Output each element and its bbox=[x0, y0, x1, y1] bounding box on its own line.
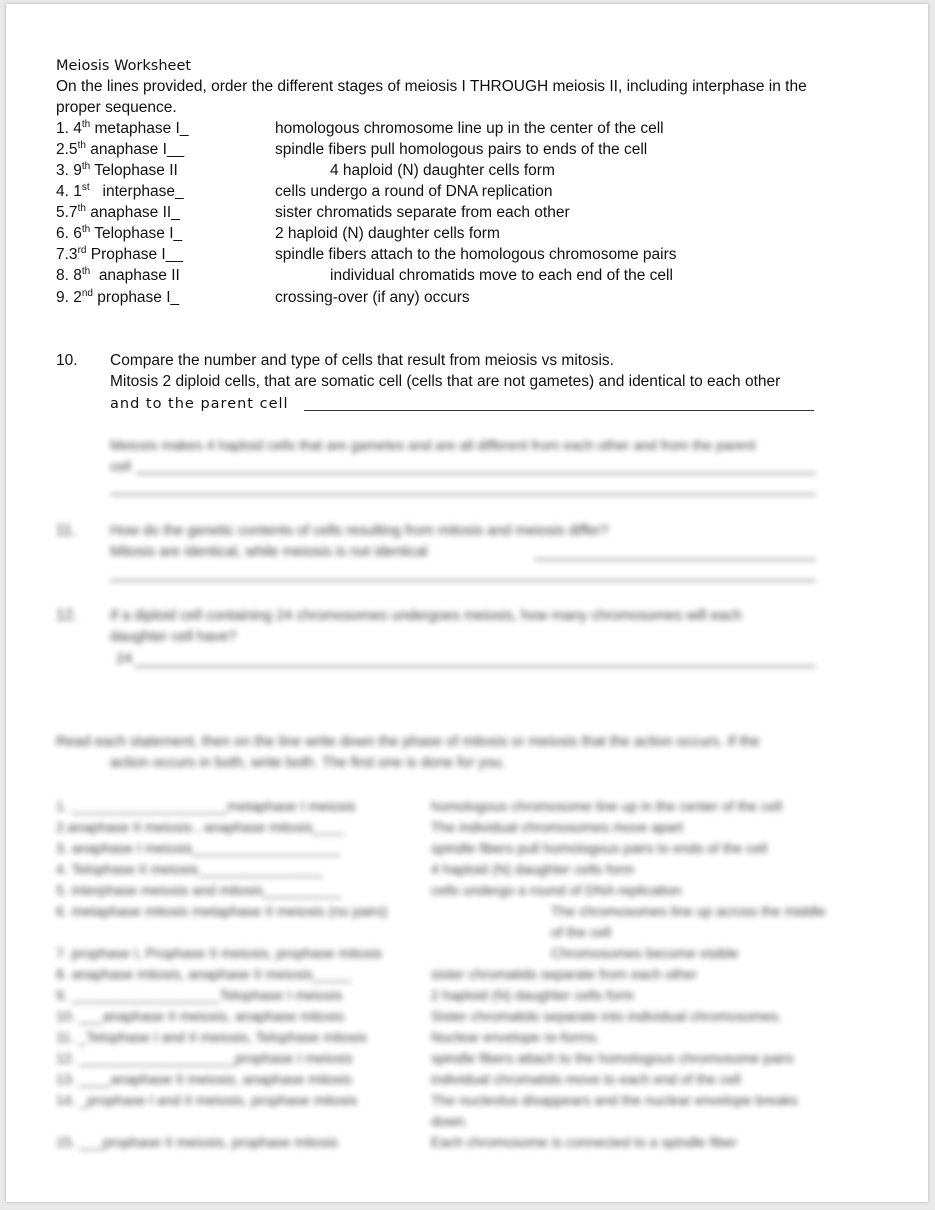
phase-answer: 1. ____________________metaphase I meiosis bbox=[56, 798, 356, 814]
phase-answer: 7. prophase I, Prophase II meiosis, prophase mitosis bbox=[56, 945, 383, 961]
order-item-stage: 7.3rd Prophase I__ bbox=[56, 245, 183, 263]
phase-statement: Nuclear envelope re-forms. bbox=[431, 1029, 600, 1045]
order-item-stage: 6. 6th Telophase I_ bbox=[56, 224, 183, 242]
order-item-stage: 9. 2nd prophase I_ bbox=[56, 288, 180, 306]
phase-answer: 10. ___anaphase II meiosis, anaphase mitosis bbox=[56, 1008, 344, 1024]
order-item-description: spindle fibers pull homologous pairs to ends of the cell bbox=[275, 141, 648, 158]
phase-statement: of the cell bbox=[551, 924, 611, 940]
question-text: daughter cell have? bbox=[110, 629, 237, 645]
phase-statement: individual chromatids move to each end of the cell bbox=[431, 1071, 741, 1087]
phase-statement: homologous chromosome line up in the center of the cell bbox=[431, 798, 782, 814]
phase-answer: 2.anaphase II meiosis , anaphase mitosis____ bbox=[56, 819, 344, 835]
answer-line bbox=[110, 580, 816, 581]
answer-text: Meiosis makes 4 haploid cells that are gametes and are all different from each other and from the parent bbox=[110, 437, 756, 453]
instructions-line-2: proper sequence. bbox=[56, 99, 177, 116]
answer-line bbox=[136, 473, 816, 474]
order-item-description: crossing-over (if any) occurs bbox=[275, 289, 470, 306]
order-item-stage: 2.5th anaphase I__ bbox=[56, 140, 185, 158]
question-number: 12. bbox=[56, 607, 78, 624]
phase-answer: 5. interphase meiosis and mitosis__________ bbox=[56, 882, 341, 898]
phase-answer: 6. metaphase mitosis metaphase II meiosis (no pairs) bbox=[56, 903, 388, 919]
section-instructions: action occurs in both, write both. The first one is done for you. bbox=[110, 755, 506, 771]
answer-text: Mitosis are identical, while meiosis is not identical bbox=[110, 544, 428, 560]
phase-statement: down. bbox=[431, 1113, 469, 1129]
phase-statement: Chromosomes become visible bbox=[551, 945, 739, 961]
order-item-description: homologous chromosome line up in the center of the cell bbox=[275, 120, 664, 137]
phase-statement: The nucleolus disappears and the nuclear envelope breaks bbox=[431, 1092, 798, 1108]
answer-line bbox=[134, 666, 816, 667]
order-item-stage: 3. 9th Telophase II bbox=[56, 161, 178, 179]
phase-answer: 8. anaphase mitosis, anaphase II meiosis_____ bbox=[56, 966, 352, 982]
phase-statement: 4 haploid (N) daughter cells form bbox=[431, 861, 635, 877]
phase-statement: The chromosomes line up across the middle bbox=[551, 903, 826, 919]
order-item-description: cells undergo a round of DNA replication bbox=[275, 183, 553, 200]
section-instructions: Read each statement, then on the line write down the phase of mitosis or meiosis that the action occurs. If the bbox=[56, 734, 760, 750]
answer-line bbox=[110, 494, 816, 495]
order-item-stage: 5.7th anaphase II_ bbox=[56, 203, 180, 221]
phase-answer: 3. anaphase I meiosis___________________ bbox=[56, 840, 341, 856]
phase-answer: 9. ___________________Telophase I meiosis bbox=[56, 987, 343, 1003]
phase-statement: spindle fibers pull homologous pairs to ends of the cell bbox=[431, 840, 768, 856]
answer-text: cell bbox=[110, 458, 132, 474]
answer-line bbox=[534, 559, 816, 560]
order-item-description: 4 haploid (N) daughter cells form bbox=[330, 162, 555, 179]
phase-statement: The individual chromosomes move apart bbox=[431, 819, 684, 835]
worksheet-page bbox=[6, 4, 928, 1202]
phase-statement: Sister chromatids separate into individual chromosomes. bbox=[431, 1008, 782, 1024]
phase-answer: 11. _Telophase I and II meiosis, Telophase mitosis bbox=[56, 1029, 367, 1045]
phase-answer: 13. ____anaphase II meiosis, anaphase mitosis bbox=[56, 1071, 352, 1087]
answer-text: and to the parent cell bbox=[110, 396, 289, 412]
answer-text: Mitosis 2 diploid cells, that are somatic cell (cells that are not gametes) and identical to each other bbox=[110, 373, 781, 390]
order-item-description: sister chromatids separate from each other bbox=[275, 204, 570, 221]
phase-statement: Each chromosome is connected to a spindle fiber bbox=[431, 1134, 737, 1150]
order-item-description: individual chromatids move to each end of the cell bbox=[330, 267, 673, 284]
question-number: 11. bbox=[56, 522, 77, 539]
instructions-line-1: On the lines provided, order the different stages of meiosis I THROUGH meiosis II, including interphase in the bbox=[56, 78, 807, 95]
order-item-description: spindle fibers attach to the homologous chromosome pairs bbox=[275, 246, 677, 263]
question-number: 10. bbox=[56, 352, 78, 369]
phase-answer: 4. Telophase II meiosis________________ bbox=[56, 861, 323, 877]
phase-statement: sister chromatids separate from each other bbox=[431, 966, 698, 982]
phase-statement: spindle fibers attach to the homologous chromosome pairs bbox=[431, 1050, 794, 1066]
answer-text: 24 bbox=[116, 651, 133, 667]
phase-answer: 12. ____________________prophase I meiosis bbox=[56, 1050, 353, 1066]
question-text: How do the genetic contents of cells resulting from mitosis and meiosis differ? bbox=[110, 523, 609, 539]
question-text: Compare the number and type of cells that result from meiosis vs mitosis. bbox=[110, 352, 614, 369]
order-item-stage: 4. 1st interphase_ bbox=[56, 182, 184, 200]
phase-answer: 15. ___prophase II meiosis, prophase mitosis bbox=[56, 1134, 338, 1150]
answer-line bbox=[304, 410, 814, 411]
order-item-stage: 1. 4th metaphase I_ bbox=[56, 119, 189, 137]
order-item-stage: 8. 8th anaphase II bbox=[56, 266, 180, 284]
question-text: If a diploid cell containing 24 chromosomes undergoes meiosis, how many chromosomes will each bbox=[110, 608, 742, 624]
phase-statement: 2 haploid (N) daughter cells form bbox=[431, 987, 635, 1003]
worksheet-title: Meiosis Worksheet bbox=[56, 58, 192, 74]
phase-answer: 14. _prophase I and II meiosis, prophase mitosis bbox=[56, 1092, 358, 1108]
order-item-description: 2 haploid (N) daughter cells form bbox=[275, 225, 500, 242]
phase-statement: cells undergo a round of DNA replication bbox=[431, 882, 682, 898]
